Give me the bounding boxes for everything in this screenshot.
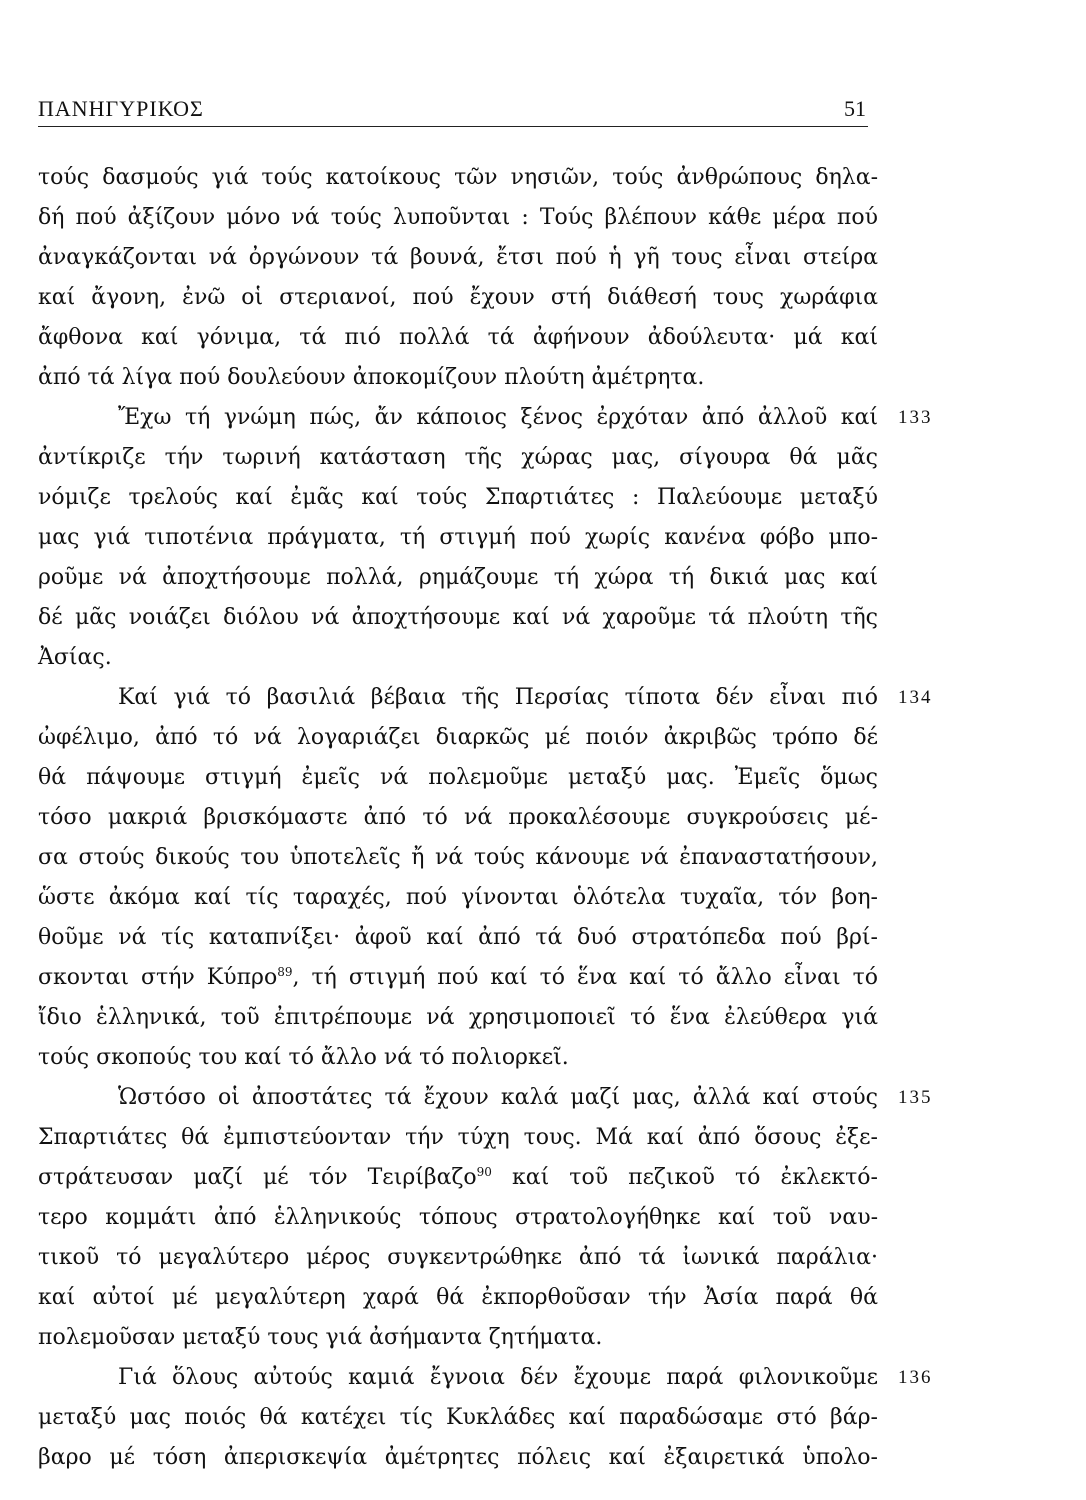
text-line: ἀναγκάζονται νά ὀργώνουν τά βουνά, ἔτσι πού ἡ γῆ τους εἶναι στείρα [38, 245, 878, 270]
line-text-before-footnote: σκονται στήν Κύπρο [38, 965, 278, 990]
text-line: δή πού ἀξίζουν μόνο νά τούς λυποῦνται : Τούς βλέπουν κάθε μέρα πού [38, 205, 878, 230]
text-line: τερο κομμάτι ἀπό ἑλληνικούς τόπους στρατολογήθηκε καί τοῦ ναυ- [38, 1205, 878, 1230]
footnote-reference: 90 [476, 1165, 492, 1179]
text-line: ροῦμε νά ἀποχτήσουμε πολλά, ρημάζουμε τή χώρα τή δικιά μας καί [38, 565, 878, 590]
section-number: 133 [898, 407, 933, 428]
text-line: πολεμοῦσαν μεταξύ τους γιά ἀσήμαντα ζητήματα. [38, 1325, 603, 1350]
text-line: ὥστε ἀκόμα καί τίς ταραχές, πού γίνονται ὁλότελα τυχαῖα, τόν βοη- [38, 885, 878, 910]
running-title: ΠΑΝΗΓΥΡΙΚΟΣ [38, 96, 204, 121]
text-line: ὠφέλιμο, ἀπό τό νά λογαριάζει διαρκῶς μέ ποιόν ἀκριβῶς τρόπο δέ [38, 725, 878, 750]
section-number: 136 [898, 1367, 933, 1388]
text-line [38, 1160, 878, 1196]
text-line: Ἀσίας. [38, 645, 112, 670]
line-text-after-footnote: καί τοῦ πεζικοῦ τό ἐκλεκτό- [491, 1165, 878, 1190]
text-line: δέ μᾶς νοιάζει διόλου νά ἀποχτήσουμε καί νά χαροῦμε τά πλούτη τῆς [38, 605, 878, 630]
text-line: Καί γιά τό βασιλιά βέβαια τῆς Περσίας τίποτα δέν εἶναι πιό [118, 685, 878, 710]
text-line: θοῦμε νά τίς καταπνίξει· ἀφοῦ καί ἀπό τά δυό στρατόπεδα πού βρί- [38, 925, 878, 950]
page-number: 51 [844, 96, 866, 121]
section-number: 134 [898, 687, 933, 708]
text-line [38, 960, 878, 996]
text-line: σα στούς δικούς του ὑποτελεῖς ἤ νά τούς κάνουμε νά ἐπαναστατήσουν, [38, 845, 878, 870]
page-header [38, 96, 868, 127]
line-text-after-footnote: , τή στιγμή πού καί τό ἕνα καί τό ἄλλο εἶναι τό [292, 965, 879, 990]
text-line: τούς σκοπούς του καί τό ἄλλο νά τό πολιορκεῖ. [38, 1045, 569, 1070]
text-line: μας γιά τιποτένια πράγματα, τή στιγμή πού χωρίς κανένα φόβο μπο- [38, 525, 878, 550]
text-line: ἀπό τά λίγα πού δουλεύουν ἀποκομίζουν πλούτη ἀμέτρητα. [38, 365, 705, 390]
text-line: θά πάψουμε στιγμή ἐμεῖς νά πολεμοῦμε μεταξύ μας. Ἐμεῖς ὅμως [38, 765, 878, 790]
text-line: νόμιζε τρελούς καί ἐμᾶς καί τούς Σπαρτιάτες : Παλεύουμε μεταξύ [38, 485, 878, 510]
footnote-reference: 89 [277, 965, 293, 979]
text-line: Γιά ὅλους αὐτούς καμιά ἔγνοια δέν ἔχουμε παρά φιλονικοῦμε [118, 1365, 878, 1390]
text-line: Ἔχω τή γνώμη πώς, ἄν κάποιος ξένος ἐρχόταν ἀπό ἀλλοῦ καί [118, 405, 878, 430]
text-line: ἴδιο ἑλληνικά, τοῦ ἐπιτρέπουμε νά χρησιμοποιεῖ τό ἕνα ἐλεύθερα γιά [38, 1005, 878, 1030]
section-number: 135 [898, 1087, 933, 1108]
text-line: μεταξύ μας ποιός θά κατέχει τίς Κυκλάδες καί παραδώσαμε στό βάρ- [38, 1405, 878, 1430]
text-line: τικοῦ τό μεγαλύτερο μέρος συγκεντρώθηκε ἀπό τά ἰωνικά παράλια· [38, 1245, 878, 1270]
text-line: καί ἄγονη, ἐνῶ οἱ στεριανοί, πού ἔχουν στή διάθεσή τους χωράφια [38, 285, 878, 310]
text-line: τούς δασμούς γιά τούς κατοίκους τῶν νησιῶν, τούς ἀνθρώπους δηλα- [38, 165, 878, 190]
text-line: Σπαρτιάτες θά ἐμπιστεύονταν τήν τύχη τους. Μά καί ἀπό ὅσους ἐξε- [38, 1125, 878, 1150]
text-line: ἀντίκριζε τήν τωρινή κατάσταση τῆς χώρας μας, σίγουρα θά μᾶς [38, 445, 878, 470]
text-line: βαρο μέ τόση ἀπερισκεψία ἀμέτρητες πόλεις καί ἐξαιρετικά ὑπολο- [38, 1445, 878, 1470]
line-text-before-footnote: στράτευσαν μαζί μέ τόν Τειρίβαζο [38, 1165, 477, 1190]
text-line: ἄφθονα καί γόνιμα, τά πιό πολλά τά ἀφήνουν ἀδούλευτα· μά καί [38, 325, 878, 350]
text-line: Ὡστόσο οἱ ἀποστάτες τά ἔχουν καλά μαζί μας, ἀλλά καί στούς [118, 1085, 878, 1110]
text-line: καί αὐτοί μέ μεγαλύτερη χαρά θά ἐκπορθοῦσαν τήν Ἀσία παρά θά [38, 1285, 878, 1310]
text-line: τόσο μακριά βρισκόμαστε ἀπό τό νά προκαλέσουμε συγκρούσεις μέ- [38, 805, 878, 830]
